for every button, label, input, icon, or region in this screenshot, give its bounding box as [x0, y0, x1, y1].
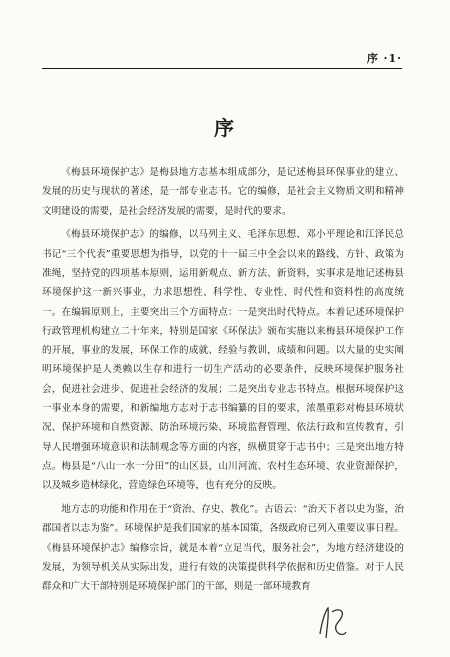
paragraph-1: 《梅县环境保护志》是梅县地方志基本组成部分，是记述梅县环保事业的建立、发展的历史与现状的著述，是一部专业志书。它的编修，是社会主义物质文明和精神文明建设的需要，是社会经济发展的需要，是时代的要求。 — [42, 167, 404, 217]
paragraph-2: 《梅县环境保护志》的编修，以马列主义、毛泽东思想、邓小平理论和江泽民总书记“三个代表”重要思想为指导，以党的十一届三中全会以来的路线、方针、政策为准绳，坚持党的四项基本原则，运用新观点、新方法、新资料，实事求是地记述梅县环境保护这一新兴事业，力求思想性、科学性、专业性、时代性和资料性的高度统一。在编辑原则上，主要突出三个方面特点：一是突出时代特点。本着记述环境保护行政管理机构建立二十年来，特别是国家《环保法》颁布实施以来梅县环境保护工作的开展，事业的发展，环保工作的成就、经验与教训，成绩和问题。以大量的史实阐明环境保护是人类赖以生存和进行一切生产活动的必要条件，反映环境保护服务社会，促进社会进步、促进社会经济的发展；二是突出专业志书特点。根据环境保护这一事业本身的需要，和新编地方志对于志书编纂的目的要求，浓墨重彩对梅县环境状况、保护环境和自然资源、防治环境污染、环境监督管理、依法行政和宣传教育，引导人民增强环境意识和法制观念等方面的内容，纵横贯穿于志书中；三是突出地方特点。梅县是“八山一水一分田”的山区县，山川河流、农村生态环境、农业资源保护，以及城乡造林绿化，营造绿色环境等，也有充分的反映。 — [42, 229, 404, 492]
body-text — [42, 163, 404, 601]
paragraph-3: 地方志的功能和作用在于“资治、存史、教化”。古语云：“治天下者以史为鉴，治郡国者以志为鉴”。环境保护是我们国家的基本国策，各级政府已列入重要议事日程。《梅县环境保护志》编修宗旨，就是本着“立足当代，服务社会”，为地方经济建设的发展，为领导机关从实际出发，进行有效的决策提供科学依据和历史借鉴。对于人民群众和广大干部特别是环境保护部门的干部，则是一部环境教育 — [42, 504, 404, 593]
running-title: 序 ·1· — [366, 52, 402, 65]
running-header — [42, 50, 402, 70]
handwritten-mark — [312, 602, 352, 642]
header-rule — [42, 68, 402, 69]
page-title: 序 — [214, 116, 236, 140]
